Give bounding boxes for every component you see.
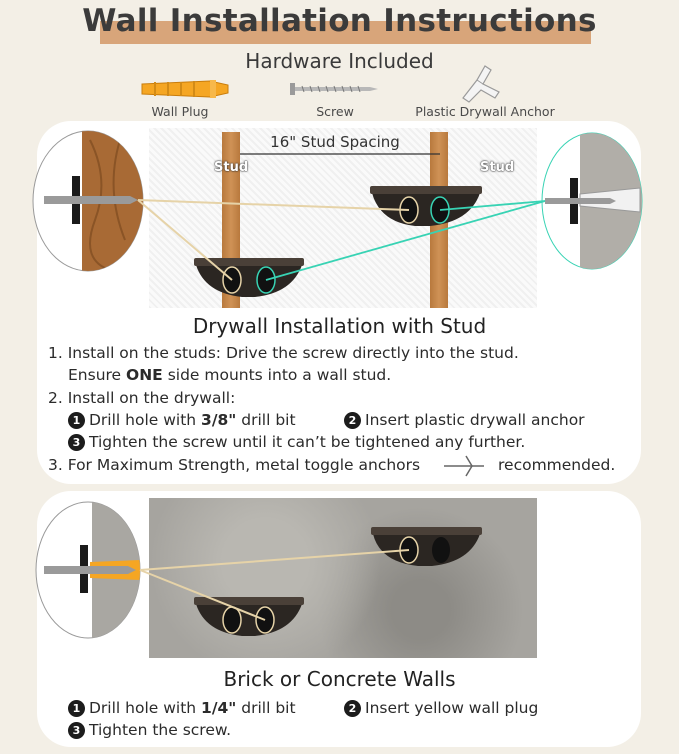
drywall-anchor-label: Plastic Drywall Anchor xyxy=(415,104,555,119)
stud-left-label: Stud xyxy=(214,160,249,175)
brick-section-title: Brick or Concrete Walls xyxy=(223,667,456,691)
drywall-substep-1: 1 Drill hole with 3/8" drill bit xyxy=(68,411,296,429)
drywall-anchor-detail xyxy=(542,128,650,278)
shelf-bottom-right xyxy=(371,527,482,566)
step-1-note: Ensure ONE side mounts into a wall stud. xyxy=(68,366,392,384)
stud-spacing-label: 16" Stud Spacing xyxy=(270,133,400,151)
shelf-right xyxy=(370,186,482,226)
drywall-section-title: Drywall Installation with Stud xyxy=(192,314,487,338)
shelf-left xyxy=(194,258,304,297)
concrete-plug-detail xyxy=(36,500,152,640)
brick-substep-3: 3 Tighten the screw. xyxy=(68,721,231,739)
step-badge: 1 xyxy=(68,412,85,429)
shelf-bottom-left xyxy=(194,597,304,636)
step-2-line: 2. Install on the drywall: xyxy=(48,389,236,407)
hardware-heading: Hardware Included xyxy=(245,49,434,73)
step-1-line: 1. Install on the studs: Drive the screw directly into the stud. xyxy=(48,344,519,362)
step-3-line: 3. For Maximum Strength, metal toggle anchors xyxy=(48,456,421,474)
page-title: Wall Installation Instructions xyxy=(82,3,597,39)
drywall-substep-2: 2 Insert plastic drywall anchor xyxy=(344,411,585,429)
step-badge: 2 xyxy=(344,412,361,429)
stud-right-label: Stud xyxy=(480,160,515,175)
brick-substep-2: 2 Insert yellow wall plug xyxy=(344,699,538,717)
wood-stud-detail xyxy=(33,128,152,278)
toggle-anchor-icon xyxy=(444,456,484,476)
wall-plug-label: Wall Plug xyxy=(151,104,209,119)
step-badge: 3 xyxy=(68,722,85,739)
drywall-substep-3: 3 Tighten the screw until it can’t be tightened any further. xyxy=(68,433,525,451)
step-badge: 1 xyxy=(68,700,85,717)
step-badge: 3 xyxy=(68,434,85,451)
screw-label: Screw xyxy=(316,104,354,119)
step-badge: 2 xyxy=(344,700,361,717)
step-3-recommended: recommended. xyxy=(498,456,616,474)
brick-substep-1: 1 Drill hole with 1/4" drill bit xyxy=(68,699,296,717)
